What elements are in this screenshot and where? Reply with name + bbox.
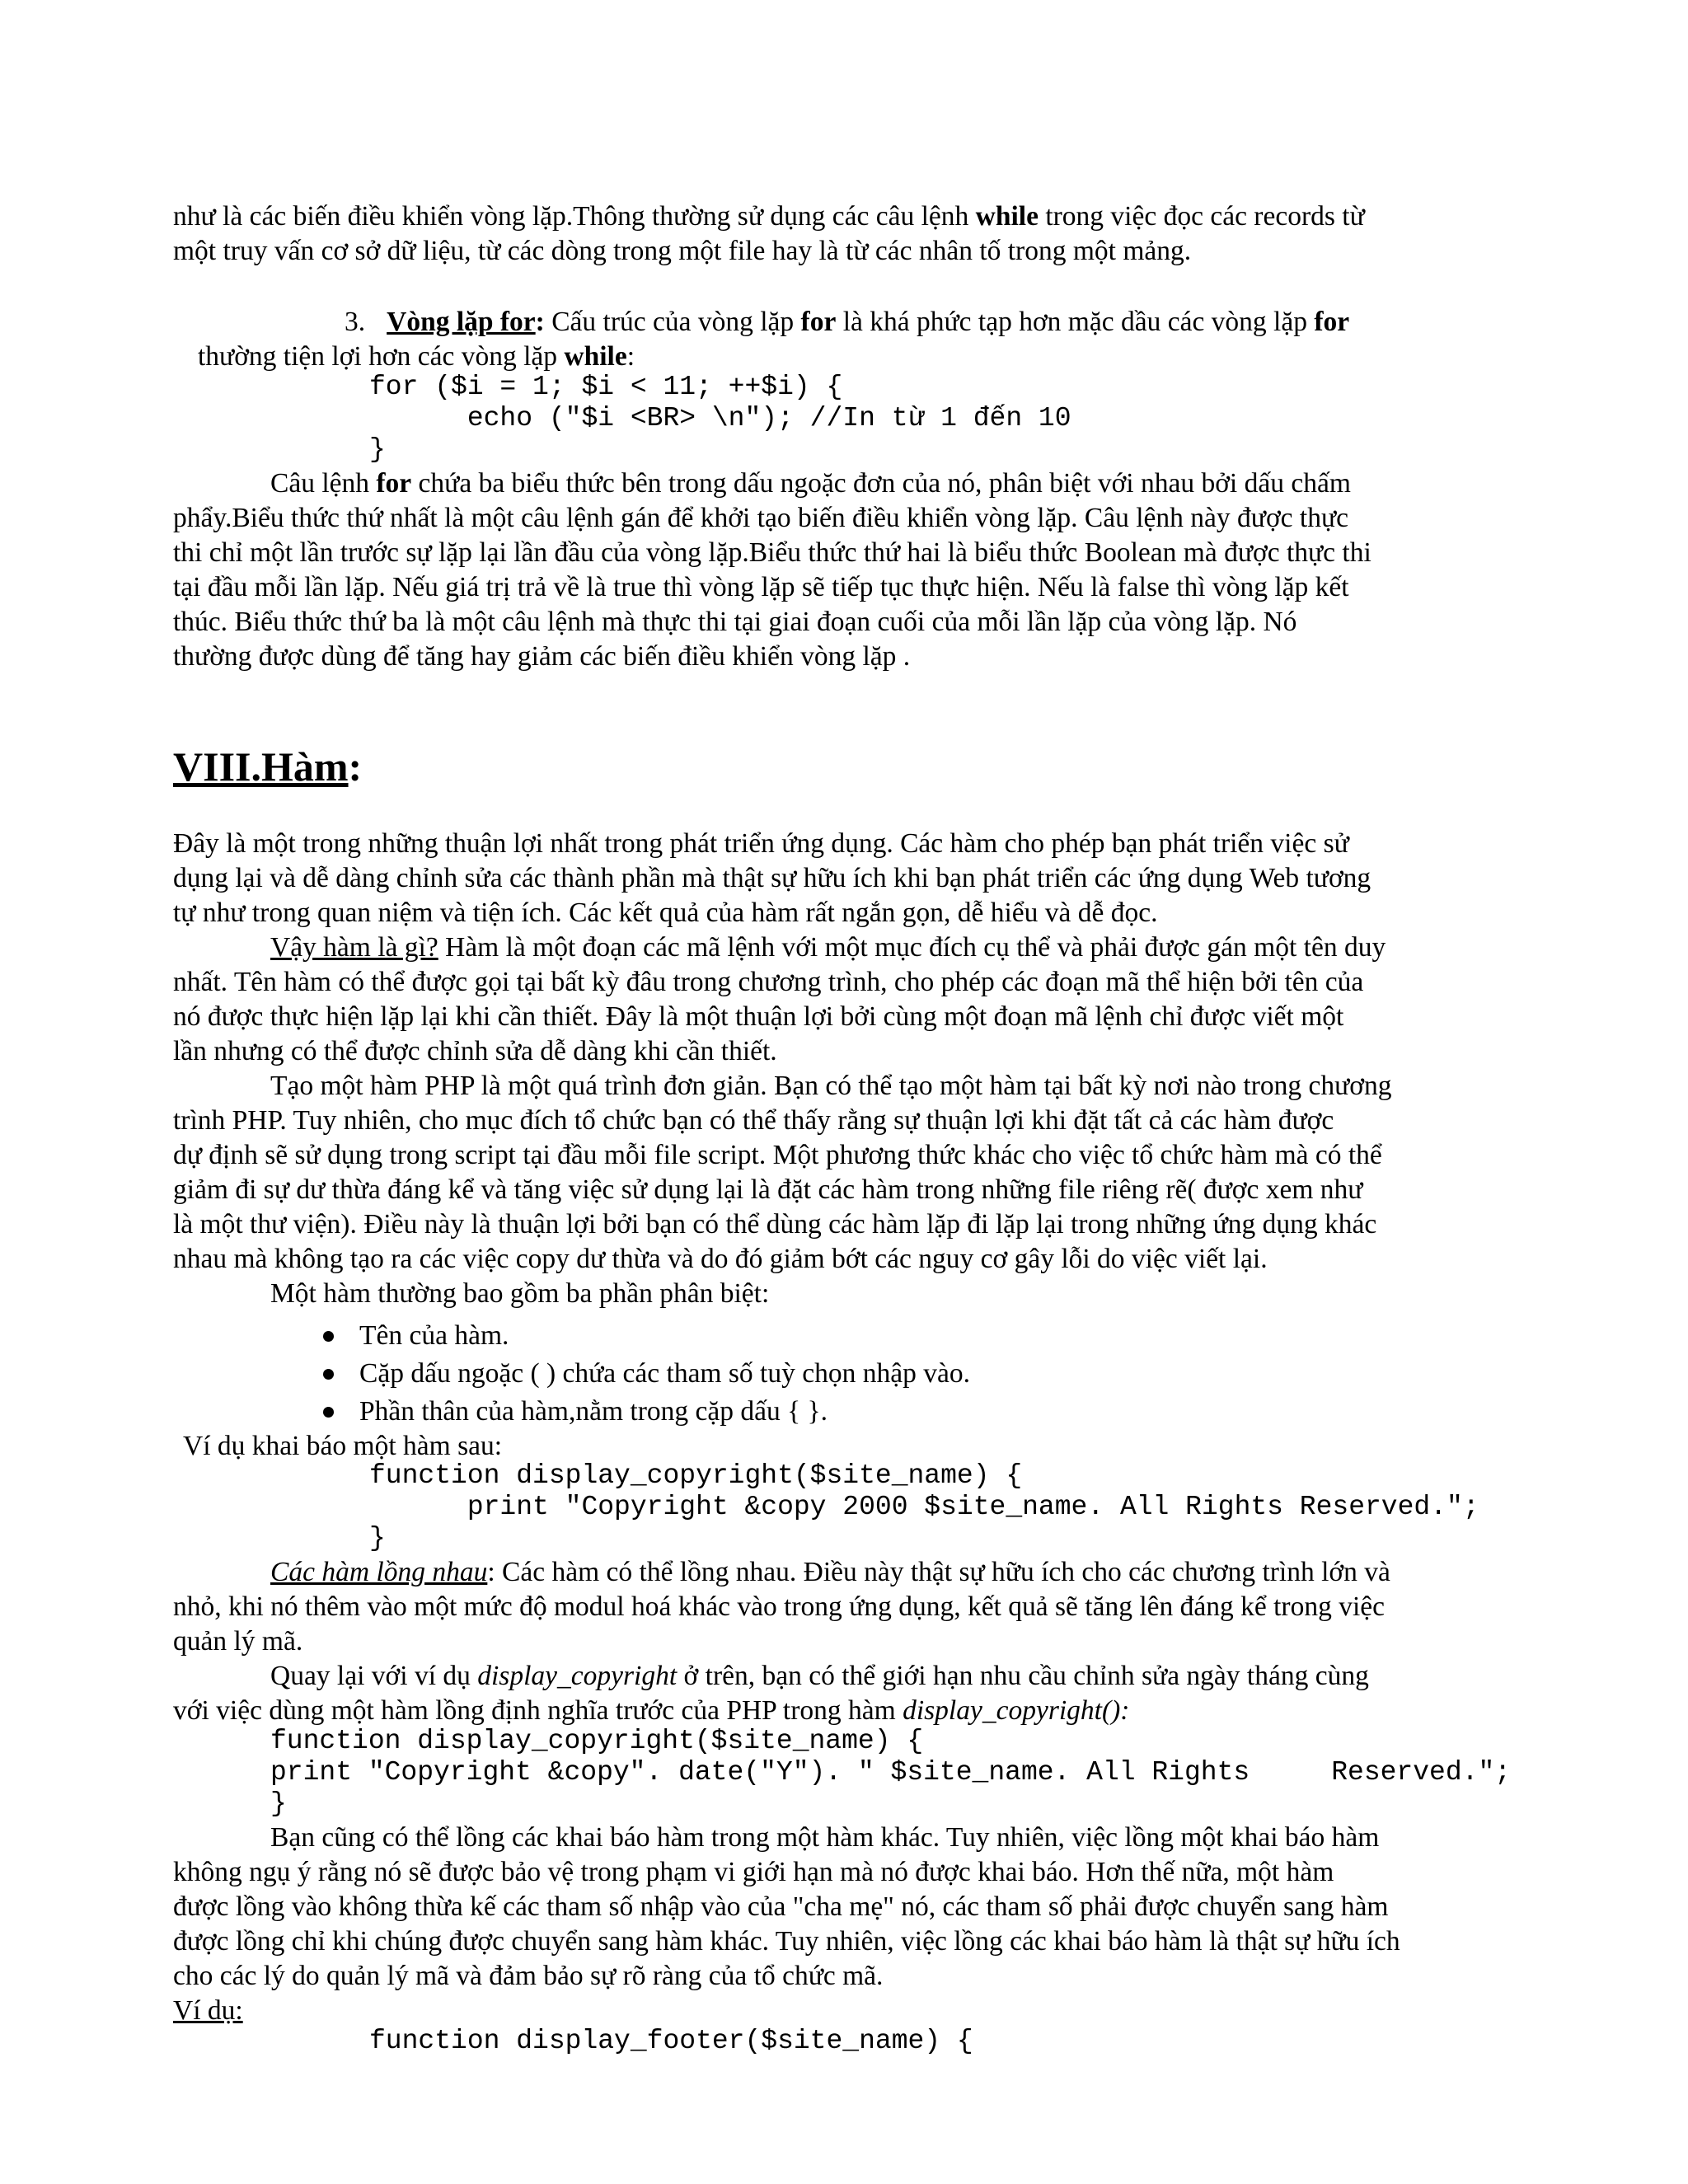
bullet-icon (323, 1369, 334, 1380)
paragraph-line: lần nhưng có thể được chỉnh sửa dễ dàng khi cần thiết. (173, 1036, 777, 1066)
paragraph-line: thường được dùng để tăng hay giảm các biến điều khiển vòng lặp . (173, 641, 911, 672)
paragraph-line: được lồng chỉ khi chúng được chuyển sang hàm khác. Tuy nhiên, việc lồng các khai báo hàm là thật sự hữu ích (173, 1926, 1400, 1957)
bullet-icon (323, 1331, 334, 1342)
paragraph-line: tại đầu mỗi lần lặp. Nếu giá trị trả về là true thì vòng lặp sẽ tiếp tục thực hiện. Nếu là false thì vòng lặp kết (173, 572, 1349, 602)
paragraph-line: dự định sẽ sử dụng trong script tại đầu mỗi file script. Một phương thức khác cho việc tổ chức hàm mà có thể (173, 1140, 1382, 1170)
paragraph-line: thi chỉ một lần trước sự lặp lại lần đầu của vòng lặp.Biểu thức thứ hai là biểu thức Boolean mà được thực thi (173, 537, 1372, 568)
code-line: function display_footer($site_name) { (369, 2026, 973, 2056)
code-line: print "Copyright &copy". date("Y"). " $site_name. All Rights Reserved."; (270, 1757, 1512, 1788)
paragraph-line: không ngụ ý rằng nó sẽ được bảo vệ trong phạm vi giới hạn mà nó được khai báo. Hơn thế nữa, một hàm (173, 1857, 1334, 1887)
list-item-3: 3. Vòng lặp for: Cấu trúc của vòng lặp for là khá phức tạp hơn mặc dầu các vòng lặp for (345, 307, 1350, 337)
code-line: } (270, 1788, 287, 1819)
code-line: print "Copyright &copy 2000 $site_name. All Rights Reserved."; (369, 1492, 1479, 1522)
section-heading: VIII.Hàm: (173, 743, 363, 790)
paragraph-line: là một thư viện). Điều này là thuận lợi bởi bạn có thể dùng các hàm lặp đi lặp lại trong những ứng dụng khác (173, 1209, 1377, 1240)
paragraph-line: một truy vấn cơ sở dữ liệu, từ các dòng trong một file hay là từ các nhân tố trong một mảng. (173, 236, 1192, 266)
paragraph-line: như là các biến điều khiển vòng lặp.Thông thường sử dụng các câu lệnh while trong việc đọc các records từ (173, 201, 1365, 232)
code-line: } (369, 434, 386, 465)
paragraph-line: Vậy hàm là gì? Hàm là một đoạn các mã lệnh với một mục đích cụ thể và phải được gán một tên duy (270, 932, 1386, 963)
paragraph-line: dụng lại và dễ dàng chỉnh sửa các thành phần mà thật sự hữu ích khi bạn phát triển các ứng dụng Web tương (173, 863, 1372, 893)
paragraph-line: thường tiện lợi hơn các vòng lặp while: (198, 341, 635, 372)
paragraph-line: nó được thực hiện lặp lại khi cần thiết. Đây là một thuận lợi bởi cùng một đoạn mã lệnh chỉ được viết một (173, 1001, 1344, 1032)
list-item: Phần thân của hàm,nằm trong cặp dấu { }. (359, 1396, 828, 1427)
paragraph-line: Câu lệnh for chứa ba biểu thức bên trong dấu ngoặc đơn của nó, phân biệt với nhau bởi dấu chấm (270, 468, 1351, 499)
paragraph-line: tự như trong quan niệm và tiện ích. Các kết quả của hàm rất ngắn gọn, dễ hiểu và dễ đọc. (173, 898, 1158, 928)
paragraph-line: nhất. Tên hàm có thể được gọi tại bất kỳ đâu trong chương trình, cho phép các đoạn mã thể hiện bởi tên của (173, 967, 1364, 997)
paragraph-line: Bạn cũng có thể lồng các khai báo hàm trong một hàm khác. Tuy nhiên, việc lồng một khai báo hàm (270, 1822, 1380, 1853)
paragraph-line: Quay lại với ví dụ display_copyright ở trên, bạn có thể giới hạn nhu cầu chỉnh sửa ngày tháng cùng (270, 1661, 1369, 1691)
bullet-icon (323, 1407, 334, 1418)
paragraph-line: Ví dụ: (173, 1995, 243, 2026)
paragraph-line: cho các lý do quản lý mã và đảm bảo sự rõ ràng của tổ chức mã. (173, 1961, 884, 1991)
paragraph-line: nhau mà không tạo ra các việc copy dư thừa và do đó giảm bớt các nguy cơ gây lỗi do việc viết lại. (173, 1244, 1268, 1274)
paragraph-line: quản lý mã. (173, 1626, 303, 1657)
code-line: function display_copyright($site_name) { (270, 1726, 924, 1756)
paragraph-line: nhỏ, khi nó thêm vào một mức độ modul hoá khác vào trong ứng dụng, kết quả sẽ tăng lên đáng kể trong việc (173, 1591, 1385, 1622)
paragraph-line: giảm đi sự dư thừa đáng kể và tăng việc sử dụng lại là đặt các hàm trong những file riêng rẽ( được xem như (173, 1174, 1363, 1205)
paragraph-line: Ví dụ khai báo một hàm sau: (183, 1431, 503, 1461)
paragraph-line: Đây là một trong những thuận lợi nhất trong phát triển ứng dụng. Các hàm cho phép bạn phát triển việc sử (173, 828, 1349, 859)
paragraph-line: phẩy.Biểu thức thứ nhất là một câu lệnh gán để khởi tạo biến điều khiển vòng lặp. Câu lệnh này được thực (173, 503, 1348, 533)
paragraph-line: trình PHP. Tuy nhiên, cho mục đích tổ chức bạn có thể thấy rằng sự thuận lợi khi đặt tất cả các hàm được (173, 1105, 1334, 1136)
paragraph-line: thúc. Biểu thức thứ ba là một câu lệnh mà thực thi tại giai đoạn cuối của mỗi lần lặp của vòng lặp. Nó (173, 607, 1297, 637)
paragraph-line: Một hàm thường bao gồm ba phần phân biệt: (270, 1278, 770, 1309)
paragraph-line: Tạo một hàm PHP là một quá trình đơn giản. Bạn có thể tạo một hàm tại bất kỳ nơi nào trong chương (270, 1071, 1392, 1101)
paragraph-line: với việc dùng một hàm lồng định nghĩa trước của PHP trong hàm display_copyright(): (173, 1695, 1130, 1726)
paragraph-line: được lồng vào không thừa kế các tham số nhập vào của "cha mẹ" nó, các tham số phải được chuyển sang hàm (173, 1891, 1389, 1922)
code-line: function display_copyright($site_name) { (369, 1460, 1023, 1491)
code-line: echo ("$i <BR> \n"); //In từ 1 đến 10 (369, 403, 1071, 434)
list-item: Cặp dấu ngoặc ( ) chứa các tham số tuỳ chọn nhập vào. (359, 1358, 970, 1389)
paragraph-line: Các hàm lồng nhau: Các hàm có thể lồng nhau. Điều này thật sự hữu ích cho các chương trình lớn và (270, 1557, 1390, 1587)
code-line: } (369, 1523, 386, 1554)
code-line: for ($i = 1; $i < 11; ++$i) { (369, 372, 843, 402)
list-item: Tên của hàm. (359, 1320, 509, 1351)
